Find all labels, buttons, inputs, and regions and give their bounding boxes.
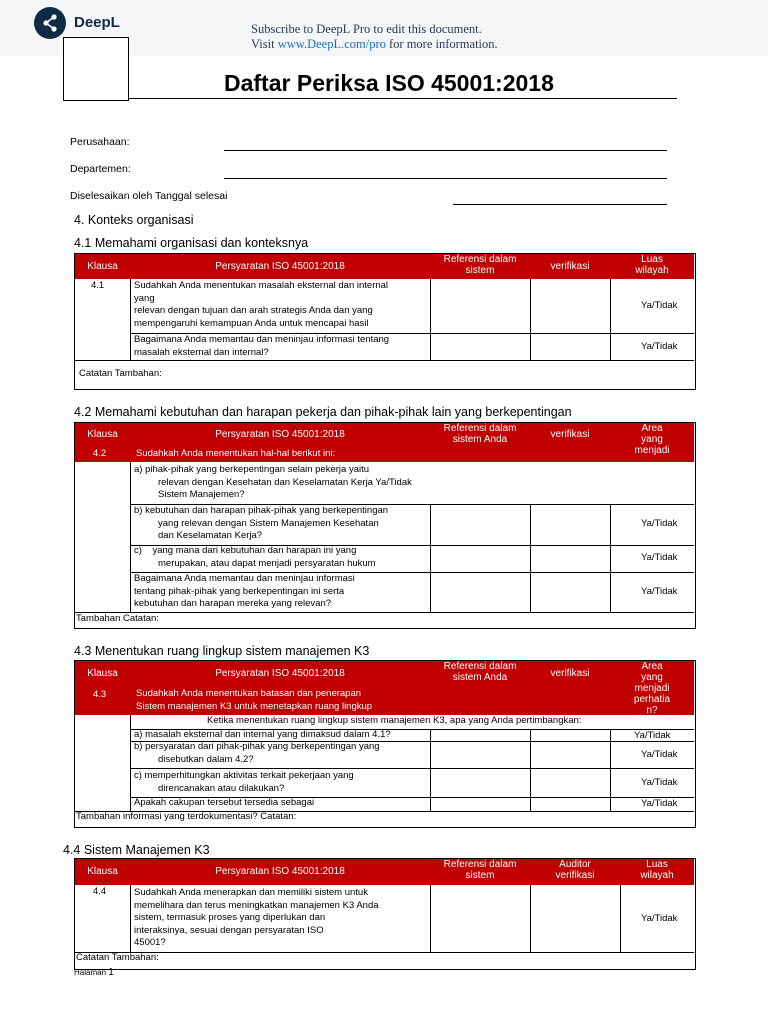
requirement-text: a) masalah eksternal dan internal yang dimaksud dalam 4.1? — [134, 729, 391, 740]
deepl-logo-text: DeepL — [74, 14, 120, 31]
clause-number: 4.1 — [91, 280, 105, 291]
grid-line — [130, 279, 131, 360]
requirement-text: Sudahkah Anda menentukan masalah eksternal dan internal yang relevan dengan tujuan dan arah strategis Anda dan yang mempengaruhi kemampuan Anda untuk mencapai hasil — [134, 280, 389, 329]
header-scope: Luas wilayah — [635, 254, 669, 276]
deepl-pro-link[interactable]: www.DeepL.com/pro — [277, 37, 386, 51]
requirement-text: Apakah cakupan tersebut tersedia sebagai — [134, 797, 315, 808]
section-4-3-heading: 4.3 Menentukan ruang lingkup sistem manajemen K3 — [74, 644, 370, 658]
notes-label: Tambahan Catatan: — [76, 613, 159, 624]
grid-line — [430, 279, 431, 360]
yes-no-answer[interactable]: Ya/Tidak — [641, 777, 678, 788]
header-requirement: Persyaratan ISO 45001:2018 — [215, 668, 345, 679]
requirement-text: Sudahkah Anda menerapkan dan memiliki sistem untuk memelihara dan terus meningkatkan manajemen K3 Anda sistem, termasuk proses yang diperlukan dan interaksinya, sesuai dengan persyaratan ISO 45001? — [134, 887, 379, 948]
header-area: Area yang menjadi — [634, 423, 670, 456]
header-klausa: Klausa — [87, 429, 118, 440]
grid-line — [130, 885, 131, 952]
consider-prompt: Ketika menentukan ruang lingkup sistem manajemen K3, apa yang Anda pertimbangkan: — [207, 715, 582, 726]
header-requirement: Persyaratan ISO 45001:2018 — [215, 429, 345, 440]
grid-line — [610, 504, 611, 612]
yes-no-answer[interactable]: Ya/Tidak — [641, 518, 678, 529]
company-logo-placeholder — [63, 37, 129, 101]
completed-by-label: Diselesaikan oleh Tanggal selesai — [70, 190, 228, 202]
grid-line — [530, 504, 531, 612]
header-area: Area yang menjadi perhatia n? — [633, 661, 671, 714]
header-klausa: Klausa — [87, 261, 118, 272]
grid-line — [530, 885, 531, 952]
header-reference: Referensi dalam sistem — [443, 859, 517, 881]
yes-no-answer[interactable]: Ya/Tidak — [641, 341, 678, 352]
header-reference: Referensi dalam sistem — [443, 254, 517, 276]
header-auditor-verification: Auditor verifikasi — [555, 859, 595, 881]
grid-line — [620, 885, 621, 952]
grid-line — [130, 768, 694, 769]
notes-label: Catatan Tambahan: — [76, 952, 159, 963]
yes-no-answer[interactable]: Ya/Tidak — [641, 586, 678, 597]
requirement-text: a) pihak-pihak yang berkepentingan selain pekerja yaitu relevan dengan Kesehatan dan Keselamatan Kerja Ya/Tidak Sistem Manajemen? — [134, 464, 412, 500]
clause-number: 4.2 — [93, 448, 107, 459]
requirement-text: Bagaimana Anda memantau dan meninjau informasi tentang pihak-pihak yang berkepentingan ini serta kebutuhan dan harapan mereka yang relevan? — [134, 573, 355, 609]
header-klausa: Klausa — [87, 866, 118, 877]
header-requirement: Persyaratan ISO 45001:2018 — [215, 261, 345, 272]
section-4-1-heading: 4.1 Memahami organisasi dan konteksnya — [74, 236, 309, 250]
header-reference: Referensi dalam sistem Anda — [443, 423, 517, 445]
company-label: Perusahaan: — [70, 136, 130, 148]
company-field[interactable] — [224, 150, 667, 151]
grid-line — [74, 952, 694, 953]
header-requirement: Persyaratan ISO 45001:2018 — [215, 866, 345, 877]
yes-no-answer[interactable]: Ya/Tidak — [641, 798, 678, 809]
requirement-text: c) yang mana dari kebutuhan dan harapan ini yang merupakan, atau dapat menjadi persyaratan hukum — [134, 545, 376, 569]
section-4-2-heading: 4.2 Memahami kebutuhan dan harapan pekerja dan pihak-pihak lain yang berkepentingan — [74, 405, 572, 419]
grid-line — [74, 612, 694, 613]
header-klausa: Klausa — [87, 668, 118, 679]
requirement-intro: Sudahkah Anda menentukan batasan dan penerapan Sistem manajemen K3 untuk menetapkan ruang lingkup — [136, 688, 373, 712]
grid-line — [430, 504, 431, 612]
visit-line: Visit www.DeepL.com/pro for more information. — [251, 37, 498, 51]
section-4-heading: 4. Konteks organisasi — [74, 213, 194, 227]
header-verification: verifikasi — [550, 429, 590, 440]
page-title: Daftar Periksa ISO 45001:2018 — [224, 70, 554, 96]
header-verification: verifikasi — [550, 261, 590, 272]
deepl-logo-icon — [34, 7, 66, 39]
requirement-text: b) persyaratan dari pihak-pihak yang berkepentingan yang disebutkan dalam 4.2? — [134, 741, 380, 765]
requirement-text: b) kebutuhan dan harapan pihak-pihak yang berkepentingan yang relevan dengan Sistem Manajemen Kesehatan dan Keselamatan Kerja? — [134, 505, 389, 541]
completed-date-field[interactable] — [453, 204, 667, 205]
notes-label: Tambahan informasi yang terdokumentasi? Catatan: — [76, 811, 297, 822]
title-underline — [128, 98, 677, 99]
yes-no-answer[interactable]: Ya/Tidak — [641, 300, 678, 311]
requirement-intro: Sudahkah Anda menentukan hal-hal berikut ini: — [136, 448, 336, 459]
grid-line — [74, 360, 694, 361]
requirement-text: c) memperhitungkan aktivitas terkait pekerjaan yang direncanakan atau dilakukan? — [134, 770, 354, 794]
grid-line — [530, 279, 531, 360]
yes-no-answer[interactable]: Ya/Tidak — [641, 552, 678, 563]
header-verification: verifikasi — [550, 668, 590, 679]
page-footer: Halaman 1 — [74, 967, 114, 978]
grid-line — [130, 462, 131, 612]
department-label: Departemen: — [70, 163, 131, 175]
department-field[interactable] — [224, 178, 667, 179]
yes-no-answer[interactable]: Ya/Tidak — [634, 730, 671, 741]
header-scope: Luas wilayah — [640, 859, 674, 881]
subscribe-notice — [251, 22, 498, 52]
yes-no-answer[interactable]: Ya/Tidak — [641, 749, 678, 760]
header-reference: Referensi dalam sistem Anda — [443, 661, 517, 683]
yes-no-answer[interactable]: Ya/Tidak — [641, 913, 678, 924]
grid-line — [610, 279, 611, 360]
subscribe-line: Subscribe to DeepL Pro to edit this document. — [251, 22, 482, 36]
grid-line — [430, 885, 431, 952]
clause-number: 4.3 — [93, 689, 107, 700]
clause-number: 4.4 — [93, 886, 107, 897]
section-4-4-heading: 4.4 Sistem Manajemen K3 — [63, 843, 210, 857]
requirement-text: Bagaimana Anda memantau dan meninjau informasi tentang masalah eksternal dan internal? — [134, 334, 390, 358]
notes-label: Catatan Tambahan: — [79, 368, 162, 379]
